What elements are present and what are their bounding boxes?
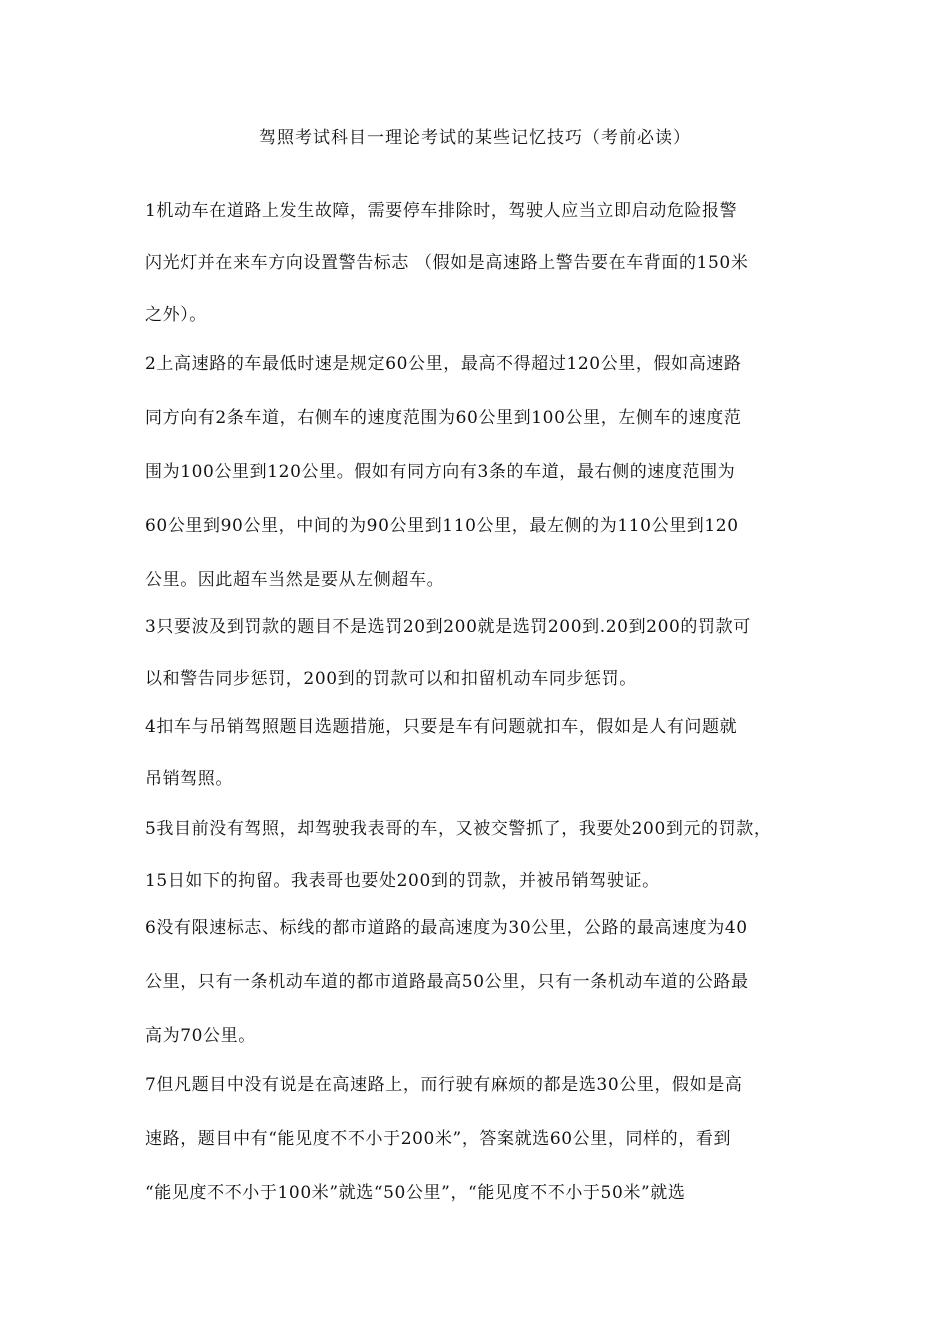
paragraph-line: 公里。因此超车当然是要从左侧超车。 [145, 570, 445, 590]
document-title: 驾照考试科目一理论考试的某些记忆技巧（考前必读） [259, 128, 691, 148]
paragraph-line: 15日如下的拘留。我表哥也要处200到的罚款，并被吊销驾驶证。 [145, 871, 660, 891]
paragraph-line: 以和警告同步惩罚，200到的罚款可以和扣留机动车同步惩罚。 [145, 669, 637, 689]
paragraph-line: 之外）。 [145, 305, 207, 325]
paragraph-line: 6没有限速标志、标线的都市道路的最高速度为30公里，公路的最高速度为40 [145, 918, 748, 938]
paragraph-line: 围为100公里到120公里。假如有同方向有3条的车道，最右侧的速度范围为 [145, 462, 736, 482]
paragraph-line: 同方向有2条车道，右侧车的速度范围为60公里到100公里，左侧车的速度范 [145, 408, 742, 428]
paragraph-line: 5我目前没有驾照，却驾驶我表哥的车，又被交警抓了，我要处200到元的罚款， [145, 819, 772, 839]
paragraph-line: 1机动车在道路上发生故障，需要停车排除时，驾驶人应当立即启动危险报警 [145, 201, 738, 221]
paragraph-line: 速路，题目中有“能见度不不小于200米”，答案就选60公里，同样的，看到 [145, 1129, 732, 1149]
paragraph-line: 60公里到90公里，中间的为90公里到110公里，最左侧的为110公里到120 [145, 516, 739, 536]
paragraph-line: 3只要波及到罚款的题目不是选罚20到200就是选罚200到.20到200的罚款可 [145, 617, 751, 637]
paragraph-line: 吊销驾照。 [145, 769, 233, 789]
paragraph-line: “能见度不不小于100米”就选“50公里”，“能见度不不小于50米”就选 [145, 1183, 686, 1203]
paragraph-line: 2上高速路的车最低时速是规定60公里，最高不得超过120公里，假如高速路 [145, 354, 742, 374]
paragraph-line: 4扣车与吊销驾照题目选题措施，只要是车有问题就扣车，假如是人有问题就 [145, 717, 738, 737]
paragraph-line: 7但凡题目中没有说是在高速路上，而行驶有麻烦的都是选30公里，假如是高 [145, 1075, 743, 1095]
paragraph-line: 闪光灯并在来车方向设置警告标志 （假如是高速路上警告要在车背面的150米 [145, 253, 749, 273]
paragraph-line: 高为70公里。 [145, 1026, 256, 1046]
paragraph-line: 公里，只有一条机动车道的都市道路最高50公里，只有一条机动车道的公路最 [145, 972, 749, 992]
